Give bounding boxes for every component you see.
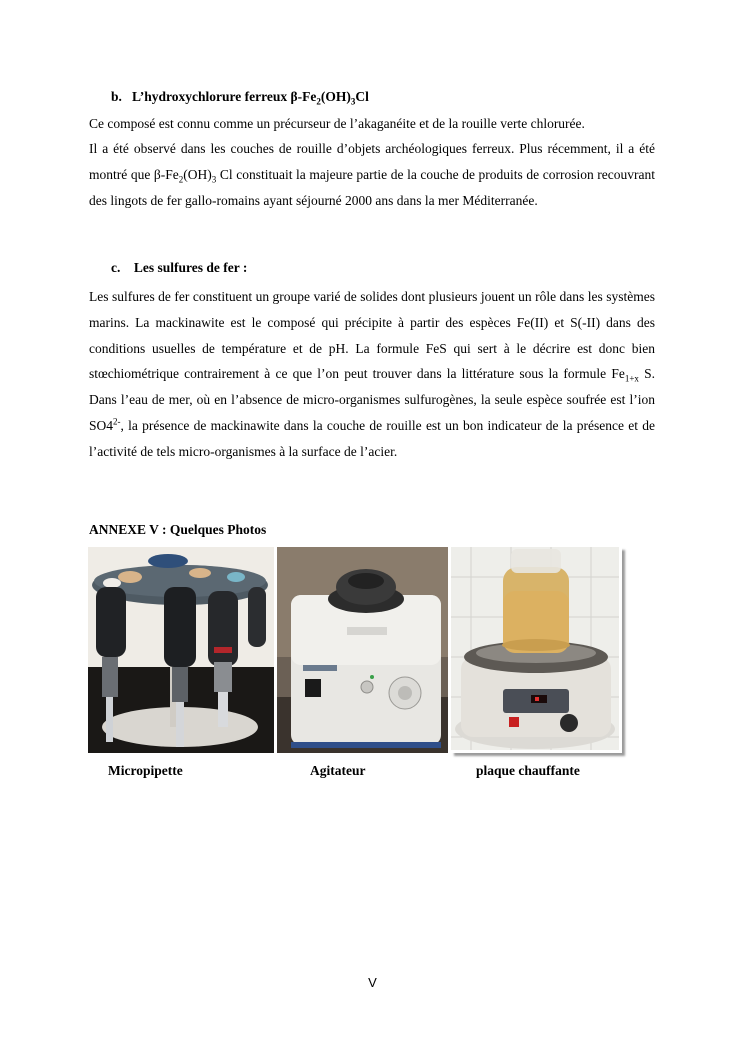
text-run: Cl constituait la majeure partie de la couche de produits de corrosion recouvrant des lingots de fer gallo-romains ayant séjourné 2000 ans dans la mer Méditerranée.: [89, 166, 655, 208]
text-run: , la présence de mackinawite dans la couche de rouille est un bon indicateur de la présence et de l’activité de tels micro-organismes à la surface de l’acier.: [89, 417, 655, 459]
section-b-title: [132, 89, 369, 107]
text-run: Les sulfures de fer constituent un groupe varié de solides dont plusieurs jouent un rôle dans les systèmes marins. La mackinawite est le composé qui précipite à partir des espèces Fe(II) et S(-II) dans des conditions usuelles de température et de pH. La formule FeS qui sert à le décrire est donc bien stœchiométrique contrairement à ce que l’on peut trouver dans la littérature sous la formule Fe: [89, 289, 655, 382]
section-b-intro: Ce composé est connu comme un précurseur de l’akaganéite et de la rouille verte chlorurée.: [89, 116, 585, 131]
text-run: (OH): [183, 166, 212, 182]
section-b-title-part: L’hydroxychlorure ferreux β-Fe: [132, 89, 317, 104]
agitateur-illustration: [277, 547, 448, 753]
section-b-title-part: (OH): [320, 89, 351, 104]
section-b-title-sub: 2: [316, 96, 321, 107]
section-b-marker: b.: [111, 89, 122, 104]
section-c-title: Les sulfures de fer :: [133, 260, 248, 275]
text-sup: 2-: [113, 416, 121, 427]
section-b-title-part: Cl: [355, 89, 369, 104]
page-number: V: [368, 975, 377, 990]
photo-agitateur: [277, 547, 448, 753]
text-run: S. Dans l’eau de mer, où en l’absence de micro-organismes sulfurogènes, la seule espèce soufrée est l’ion SO4: [89, 366, 656, 433]
micropipette-illustration: [88, 547, 274, 753]
caption-agitateur: Agitateur: [310, 763, 366, 778]
photo-plaque-chauffante: [451, 547, 622, 753]
photo-micropipette: [88, 547, 274, 753]
annexe-title: ANNEXE V : Quelques Photos: [89, 522, 267, 537]
section-b-title-sub: 3: [350, 96, 356, 107]
plaque-chauffante-illustration: [451, 547, 619, 750]
caption-micropipette: Micropipette: [108, 763, 183, 778]
section-c-heading: [111, 260, 247, 276]
section-c-paragraph: [89, 284, 655, 465]
text-sub: 1+x: [624, 374, 639, 385]
caption-plaque-chauffante: plaque chauffante: [476, 763, 580, 778]
text-sub: 3: [211, 174, 217, 185]
text-run: Il a été observé dans les couches de rouille d’objets archéologiques ferreux. Plus récemment, il a été montré que β-Fe: [89, 141, 655, 182]
section-b-paragraph: [89, 136, 655, 213]
section-b-heading: [111, 89, 369, 105]
section-c-marker: c.: [111, 260, 121, 275]
text-sub: 2: [178, 174, 184, 185]
